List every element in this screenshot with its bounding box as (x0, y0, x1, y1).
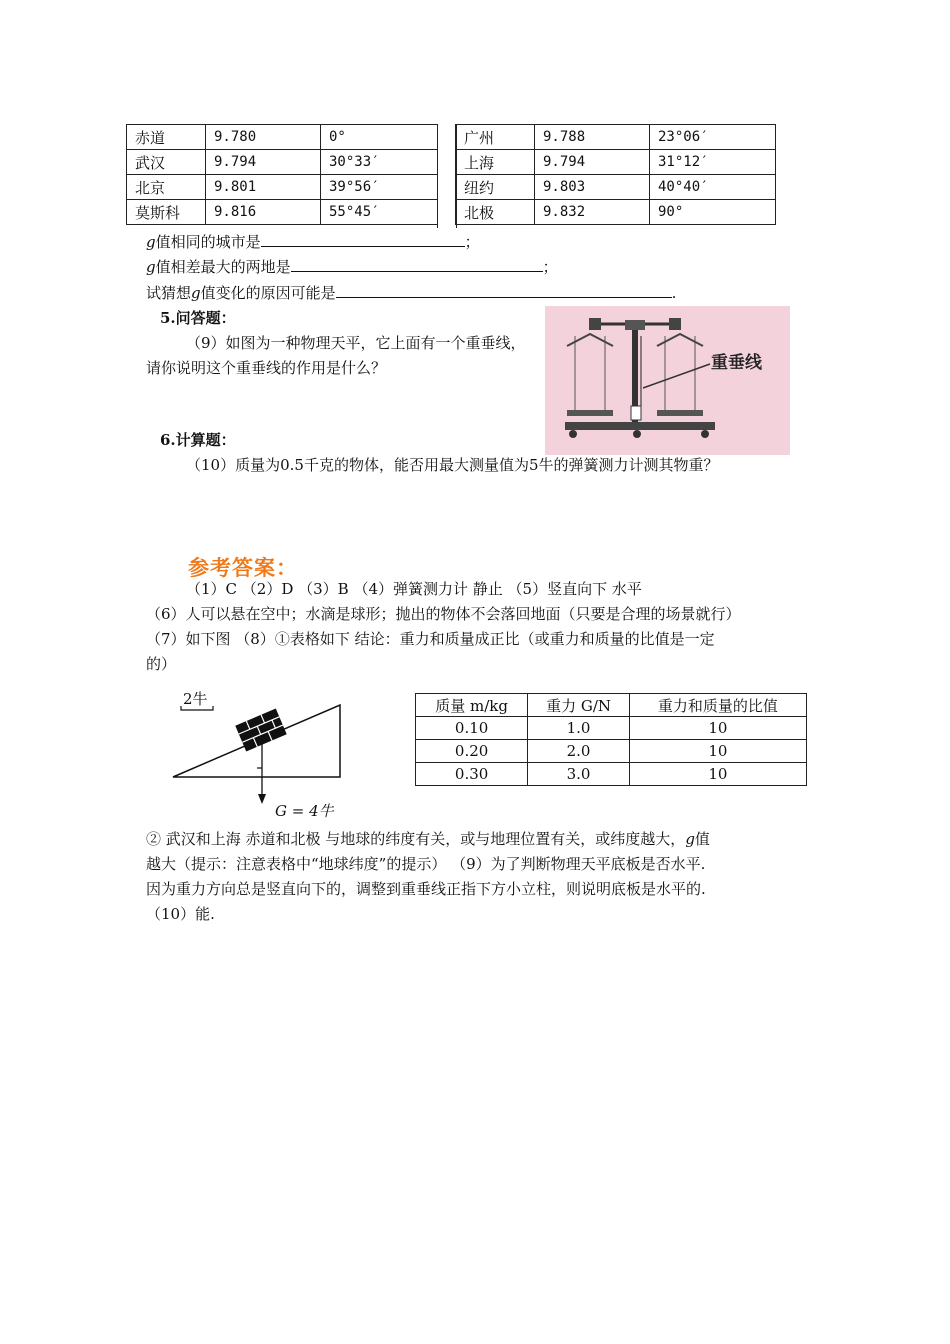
table-cell: 1.0 (528, 717, 630, 740)
latitude-cell: 0° (321, 125, 438, 150)
incline-force-diagram (165, 688, 365, 823)
place-cell: 纽约 (456, 175, 535, 200)
answers-line5: ② 武汉和上海 赤道和北极 与地球的纬度有关，或与地理位置有关，或纬度越大，g值 (146, 830, 710, 848)
place-cell: 莫斯科 (127, 200, 206, 225)
place-cell: 上海 (456, 150, 535, 175)
latitude-cell: 31°12′ (650, 150, 776, 175)
scale-label: 2牛 (183, 690, 208, 708)
table-row (127, 125, 438, 150)
column-header: 质量 m/kg (416, 694, 528, 717)
gravity-table-right (455, 124, 776, 225)
table-cell: 0.20 (416, 740, 528, 763)
g-value-cell: 9.794 (206, 150, 321, 175)
balance-illustration (545, 306, 790, 455)
latitude-cell: 30°33′ (321, 150, 438, 175)
g-value-cell: 9.801 (206, 175, 321, 200)
brick-block (235, 709, 286, 752)
latitude-cell: 23°06′ (650, 125, 776, 150)
answers-line6: 越大（提示：注意表格中“地球纬度”的提示） （9）为了判断物理天平底板是否水平. (146, 855, 706, 873)
table-row (456, 125, 776, 150)
table-row (416, 763, 807, 786)
table-row (127, 150, 438, 175)
g-value-cell: 9.816 (206, 200, 321, 225)
answer-blank[interactable] (261, 230, 465, 247)
table-row (127, 175, 438, 200)
column-header: 重力 G/N (528, 694, 630, 717)
force-label: G = 4牛 (275, 802, 334, 820)
g-value-cell: 9.780 (206, 125, 321, 150)
column-header: 重力和质量的比值 (629, 694, 806, 717)
table-cell: 10 (629, 763, 806, 786)
table-row (456, 175, 776, 200)
table-cell: 0.30 (416, 763, 528, 786)
section6-title: 6.计算题： (160, 431, 236, 449)
table-cell: 0.10 (416, 717, 528, 740)
place-cell: 北极 (456, 200, 535, 225)
table-cell: 3.0 (528, 763, 630, 786)
g-value-cell: 9.794 (535, 150, 650, 175)
plumb-line-label: 重垂线 (711, 353, 762, 373)
q9-line1: （9）如图为一种物理天平，它上面有一个重垂线， (186, 334, 526, 352)
question-same-g: g值相同的城市是 ； (146, 230, 480, 254)
place-cell: 北京 (127, 175, 206, 200)
gravity-table-left (126, 124, 438, 225)
answer-blank[interactable] (291, 255, 543, 272)
table-cell: 10 (629, 740, 806, 763)
table-row (416, 740, 807, 763)
table-row (127, 200, 438, 225)
table-cell: 2.0 (528, 740, 630, 763)
question-max-diff: g值相差最大的两地是 ； (146, 255, 558, 279)
place-cell: 赤道 (127, 125, 206, 150)
answers-heading: 参考答案： (188, 556, 298, 580)
section5-title: 5.问答题： (160, 309, 236, 327)
latitude-cell: 40°40′ (650, 175, 776, 200)
q10-text: （10）质量为0.5千克的物体，能否用最大测量值为5牛的弹簧测力计测其物重？ (186, 456, 719, 474)
balance-photo (545, 306, 790, 455)
table-row (456, 150, 776, 175)
question-reason: 试猜想g值变化的原因可能是 . (146, 281, 676, 305)
table-row (416, 717, 807, 740)
answers-line3: （7）如下图 （8）①表格如下 结论：重力和质量成正比（或重力和质量的比值是一定 (146, 630, 715, 648)
answers-line8: （10）能. (146, 905, 215, 923)
place-cell: 武汉 (127, 150, 206, 175)
latitude-cell: 55°45′ (321, 200, 438, 225)
answer-blank[interactable] (336, 281, 672, 298)
q9-line2: 请你说明这个重垂线的作用是什么？ (146, 359, 387, 377)
table-cell: 10 (629, 717, 806, 740)
answers-line1: （1）C （2）D （3）B （4）弹簧测力计 静止 （5）竖直向下 水平 (186, 580, 642, 598)
place-cell: 广州 (456, 125, 535, 150)
latitude-cell: 90° (650, 200, 776, 225)
g-value-cell: 9.803 (535, 175, 650, 200)
table-row (456, 200, 776, 225)
g-value-cell: 9.788 (535, 125, 650, 150)
mass-gravity-table (415, 693, 807, 786)
latitude-cell: 39°56′ (321, 175, 438, 200)
g-value-cell: 9.832 (535, 200, 650, 225)
answers-line4: 的） (146, 655, 177, 673)
answers-line2: （6）人可以悬在空中；水滴是球形；抛出的物体不会落回地面（只要是合理的场景就行） (146, 605, 741, 623)
table-separator (437, 124, 457, 228)
answers-line7: 因为重力方向总是竖直向下的，调整到重垂线正指下方小立柱，则说明底板是水平的. (146, 880, 706, 898)
